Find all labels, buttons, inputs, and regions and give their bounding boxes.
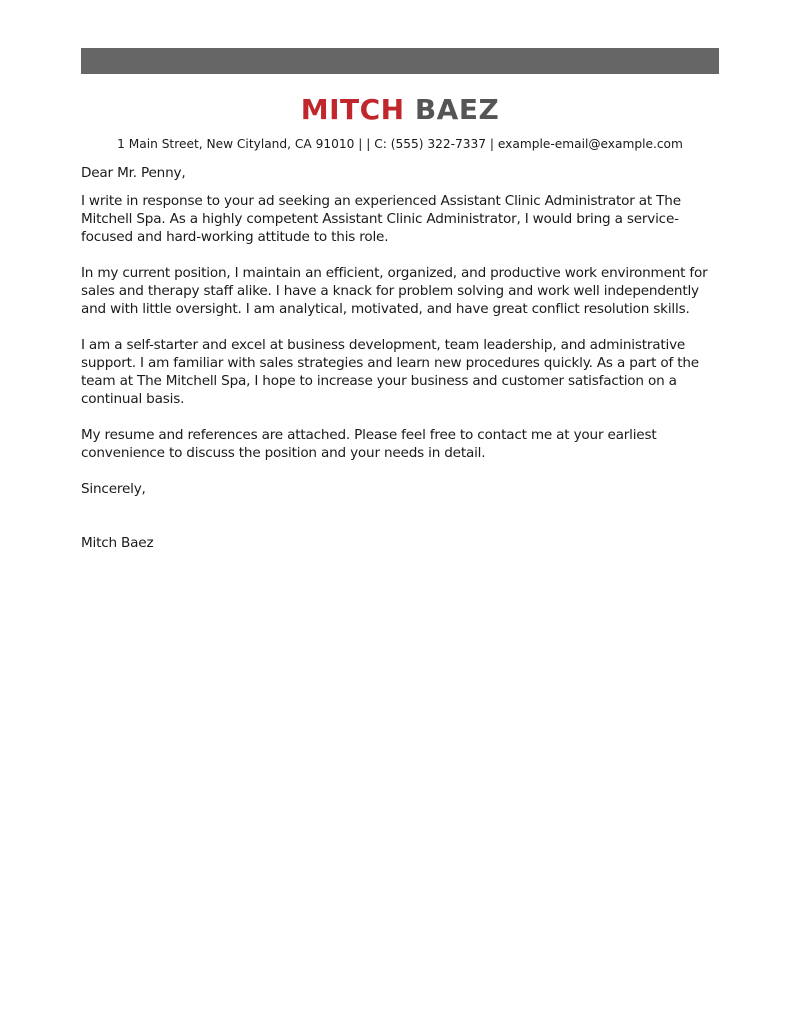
paragraph-current-position: In my current position, I maintain an efficient, organized, and productive work environment for sales and therapy staff alike. I have a knack for problem solving and work well independently and with little oversight. I am analytical, motivated, and have great conflict resolution skills. [81, 265, 708, 317]
paragraph-skills: I am a self-starter and excel at business development, team leadership, and administrative support. I am familiar with sales strategies and learn new procedures quickly. As a part of the team at The Mitchell Spa, I hope to increase your business and customer satisfaction on a continual basis. [81, 337, 699, 407]
paragraph-closing-request: My resume and references are attached. Please feel free to contact me at your earliest convenience to discuss the position and your needs in detail. [81, 427, 657, 461]
name-first: MITCH [300, 93, 405, 126]
letter-body [81, 164, 726, 570]
salutation: Dear Mr. Penny, [81, 165, 186, 181]
closing: Sincerely, [81, 481, 146, 497]
contact-line: 1 Main Street, New Cityland, CA 91010 | | C: (555) 322-7337 | example-email@example.com [117, 137, 683, 151]
name-last: BAEZ [414, 93, 500, 126]
header-bar [81, 48, 719, 74]
signature: Mitch Baez [81, 535, 154, 551]
paragraph-intro: I write in response to your ad seeking an experienced Assistant Clinic Administrator at The Mitchell Spa. As a highly competent Assistant Clinic Administrator, I would bring a service-focused and hard-working attitude to this role. [81, 193, 681, 245]
applicant-name [0, 92, 800, 128]
